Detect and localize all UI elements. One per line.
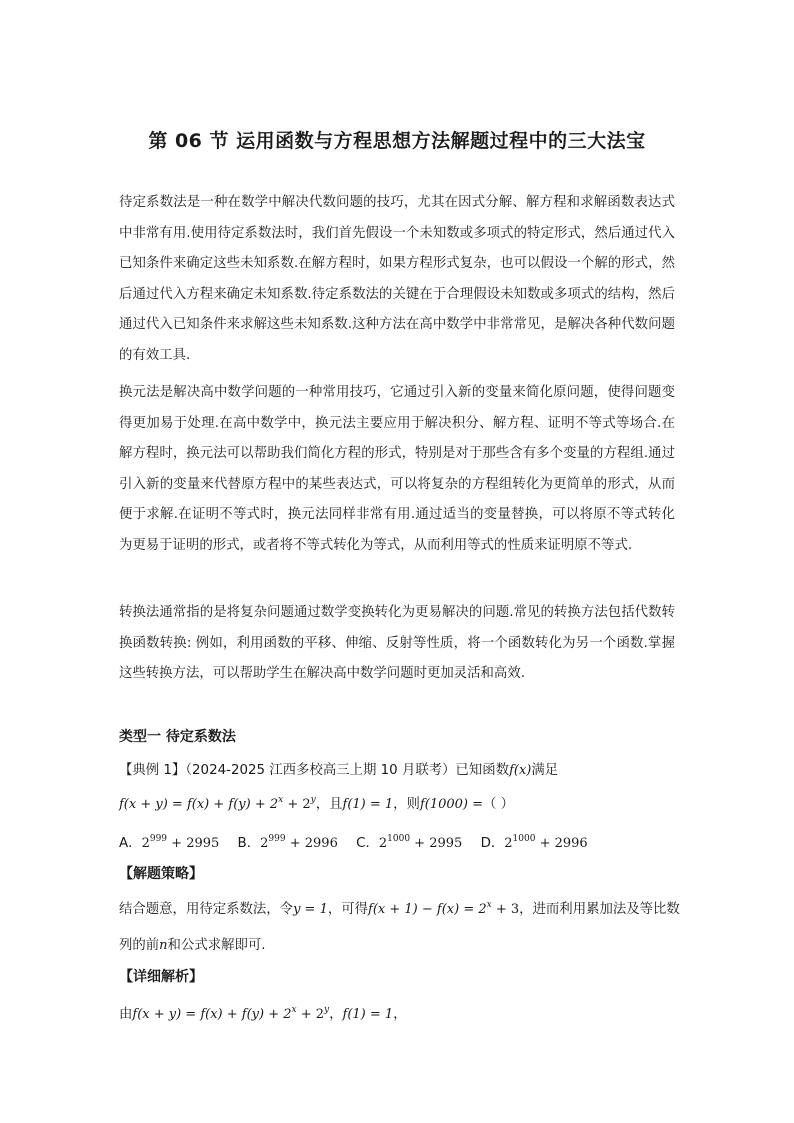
strategy-line-1: 结合题意，用待定系数法，令y = 1，可得$f(x + 1) - f(x) = 2^x + 3$，进而利用累加法及等比数 <box>119 900 680 917</box>
condition-then: ，则 <box>393 797 420 812</box>
answer-options <box>119 832 602 851</box>
f1-equation: f(1) = 1 <box>342 797 394 812</box>
option-a: A．$2^{999} + 2995$ <box>119 834 220 851</box>
strategy-heading: 【解题策略】 <box>119 866 203 882</box>
answer-paren: （ ） <box>483 797 515 812</box>
analysis-line-1: 由$f(x + y) = f(x) + f(y) + 2^x + 2^y$，f(1) = 1， <box>119 1005 407 1022</box>
function-fx: f(x) <box>509 763 532 778</box>
paragraph-substitution-method: 换元法是解决高中数学问题的一种常用技巧，它通过引入新的变量来简化原问题，使得问题变得更加易于处理.在高中数学中，换元法主要应用于解决积分、解方程、证明不等式等场合.在解方程时，换元法可以帮助我们简化方程的形式，特别是对于那些含有多个变量的方程组.通过引入新的变量来代替原方程中的某些表达式，可以将复杂的方程组转化为更简单的形式，从而便于求解.在证明不等式时，换元法同样非常有用.通过适当的变量替换，可以将原不等式转化为更易于证明的形式，或者将不等式转化为等式，从而利用等式的性质来证明原不等式. <box>119 385 675 553</box>
page-title: 第 06 节 运用函数与方程思想方法解题过程中的三大法宝 <box>148 130 646 152</box>
example-label: 【典例 1】 <box>119 763 186 778</box>
strategy-line-2: 列的前n和公式求解即可. <box>119 938 266 953</box>
analysis-heading: 【详细解析】 <box>119 969 203 985</box>
paragraph-transformation-method: 转换法通常指的是将复杂问题通过数学变换转化为更易解决的问题.常见的转换方法包括代数转换函数转换: 例如，利用函数的平移、伸缩、反射等性质，将一个函数转化为另一个函数.掌握这些转换方法，可以帮助学生在解决高中数学问题时更加灵活和高效. <box>119 605 675 682</box>
y-equals-1: y = 1 <box>293 902 328 917</box>
example-source: （2024-2025 江西多校高三上期 10 月联考）已知函数 <box>185 763 510 778</box>
variable-n: n <box>159 938 168 953</box>
analysis-f1: f(1) = 1 <box>342 1007 394 1022</box>
example-intro <box>119 759 558 778</box>
option-d: D．$2^{1000} + 2996$ <box>480 834 588 851</box>
analysis-equation: $f(x + y) = f(x) + f(y) + 2^x + 2^y$ <box>132 1005 330 1022</box>
option-c: C．$2^{1000} + 2995$ <box>356 834 463 851</box>
condition-and: ，且 <box>315 797 343 812</box>
difference-equation: $f(x + 1) - f(x) = 2^x + 3$ <box>368 900 520 917</box>
option-b: B．$2^{999} + 2996$ <box>237 834 338 851</box>
functional-equation: $f(x + y) = f(x) + f(y) + 2^x + 2^y$ <box>119 795 316 812</box>
paragraph-undetermined-coefficients: 待定系数法是一种在数学中解决代数问题的技巧，尤其在因式分解、解方程和求解函数表达式中非常有用.使用待定系数法时，我们首先假设一个未知数或多项式的特定形式，然后通过代入已知条件来确定这些未知系数.在解方程时，如果方程形式复杂，也可以假设一个解的形式，然后通过代入方程来确定未知系数.待定系数法的关键在于合理假设未知数或多项式的结构，然后通过代入已知条件来求解这些未知系数.这种方法在高中数学中非常常见，是解决各种代数问题的有效工具. <box>119 195 675 363</box>
example-tail: 满足 <box>531 763 559 778</box>
f1000-expression: f(1000) = <box>419 797 484 812</box>
example-condition <box>119 793 514 812</box>
section-heading: 类型一 待定系数法 <box>119 729 236 745</box>
